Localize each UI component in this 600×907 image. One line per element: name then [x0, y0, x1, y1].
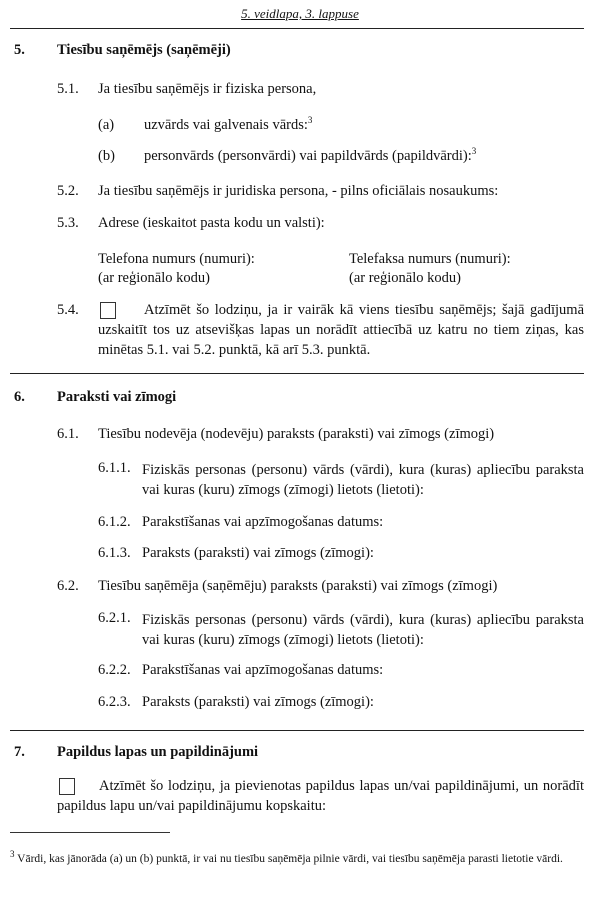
item-6-2-number: 6.2. [57, 578, 79, 594]
section-6-number: 6. [14, 389, 25, 405]
item-6-1-number: 6.1. [57, 426, 79, 442]
item-6-2-3-text: Paraksts (paraksti) vai zīmogs (zīmogi): [142, 694, 374, 710]
item-6-1-2-number: 6.1.2. [98, 514, 131, 530]
item-b-marker: (b) [98, 148, 115, 164]
item-5-2-text: Ja tiesību saņēmējs ir juridiska persona, - pilns oficiālais nosaukums: [98, 183, 499, 199]
section-6-title: Paraksti vai zīmogi [57, 389, 177, 405]
item-a-text [144, 117, 312, 134]
section-6-rule [10, 730, 584, 731]
item-5-3-number: 5.3. [57, 215, 79, 231]
item-a-label: uzvārds vai galvenais vārds: [144, 117, 308, 133]
section-5-title: Tiesību saņēmējs (saņēmēji) [57, 42, 231, 58]
item-6-1-1-number: 6.1.1. [98, 460, 131, 476]
item-6-1-1-text: Fiziskās personas (personu) vārds (vārdi), kura (kuras) apliecību paraksta vai kuras (kuru) zīmogs (zīmogi) lietots (lietoti): [142, 462, 584, 498]
item-b-text [144, 148, 476, 165]
phone-note: (ar reģionālo kodu) [98, 270, 210, 286]
item-6-2-3-number: 6.2.3. [98, 694, 131, 710]
item-6-1-3-number: 6.1.3. [98, 545, 131, 561]
phone-field [98, 250, 255, 288]
footnote-number: 3 [10, 849, 15, 860]
item-5-2-number: 5.2. [57, 183, 79, 199]
item-5-1-text: Ja tiesību saņēmējs ir fiziska persona, [98, 81, 317, 97]
section-7-title: Papildus lapas un papildinājumi [57, 744, 259, 760]
fax-label: Telefaksa numurs (numuri): [349, 251, 511, 267]
item-5-4-number: 5.4. [57, 302, 79, 318]
item-6-2-text: Tiesību saņēmēja (saņēmēju) paraksts (paraksti) vai zīmogs (zīmogi) [98, 578, 498, 594]
item-6-1-2-text: Parakstīšanas vai apzīmogošanas datums: [142, 514, 384, 530]
fax-field [349, 250, 511, 288]
item-5-1-number: 5.1. [57, 81, 79, 97]
header-rule [10, 28, 584, 29]
page-header: 5. veidlapa, 3. lappuse [241, 6, 359, 21]
footnote-text: Vārdi, kas jānorāda (a) un (b) punktā, ir vai nu tiesību saņēmēja pilnie vārdi, vai tiesību saņēmēja parasti lietotie vārdi. [17, 853, 563, 865]
item-5-4-text: Atzīmēt šo lodziņu, ja ir vairāk kā viens tiesību saņēmējs; šajā gadījumā uzskaitīt tos uz atsevišķas lapas un norādīt attiecībā uz katru no tiem ziņas, kas minētas 5.1. vai 5.2. punktā, kā arī 5.3. punktā. [98, 302, 584, 358]
item-6-1-text: Tiesību nodevēja (nodevēju) paraksts (paraksti) vai zīmogs (zīmogi) [98, 426, 495, 442]
section-7-number: 7. [14, 744, 25, 760]
footnote [10, 851, 584, 868]
phone-label: Telefona numurs (numuri): [98, 251, 255, 267]
item-b-footnote-ref: 3 [471, 146, 477, 157]
section-5-number: 5. [14, 42, 25, 58]
item-a-marker: (a) [98, 117, 115, 133]
item-6-2-1-number: 6.2.1. [98, 610, 131, 626]
item-6-2-1-text: Fiziskās personas (personu) vārds (vārdi), kura (kuras) apliecību paraksta vai kuras (kuru) zīmogs (zīmogi) lietots (lietoti): [142, 612, 584, 648]
item-6-1-3-text: Paraksts (paraksti) vai zīmogs (zīmogi): [142, 545, 374, 561]
section-5-rule [10, 373, 584, 374]
item-6-2-2-number: 6.2.2. [98, 662, 131, 678]
item-b-label: personvārds (personvārdi) vai papildvārds (papildvārdi): [144, 148, 472, 164]
item-6-2-2-text: Parakstīšanas vai apzīmogošanas datums: [142, 662, 384, 678]
fax-note: (ar reģionālo kodu) [349, 270, 461, 286]
section-7-text: Atzīmēt šo lodziņu, ja pievienotas papildus lapas un/vai papildinājumi, un norādīt papildus lapu un/vai papildinājumu kopskaitu: [57, 778, 584, 814]
item-a-footnote-ref: 3 [307, 115, 313, 126]
footnote-rule [10, 832, 170, 833]
item-5-3-text: Adrese (ieskaitot pasta kodu un valsti): [98, 215, 325, 231]
